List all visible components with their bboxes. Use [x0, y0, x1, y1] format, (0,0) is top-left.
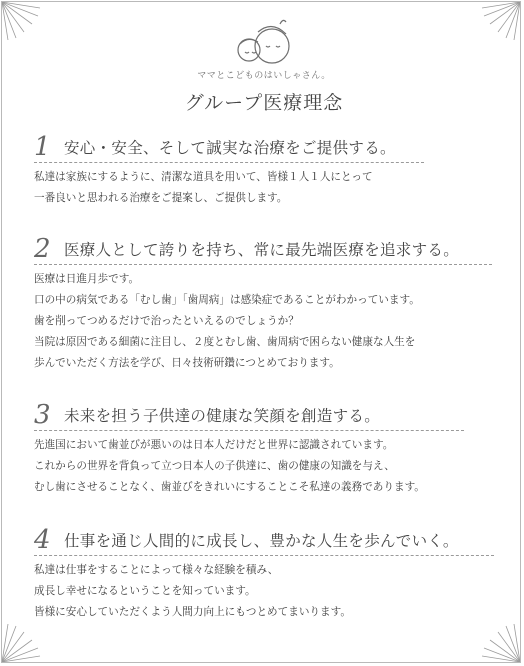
body-line: むし歯にさせることなく、歯並びをきれいにすることこそ私達の義務であります。	[34, 481, 425, 493]
section-heading-text: 医療人として誇りを持ち、常に最先端医療を追求する。	[64, 241, 460, 259]
section-number: 3	[34, 400, 51, 430]
section-body	[34, 167, 424, 209]
body-line: 私達は家族にするように、清潔な道具を用いて、皆様１人１人にとって	[34, 171, 373, 183]
section-heading-text: 未来を担う子供達の健康な笑顔を創造する。	[64, 407, 381, 425]
section-body	[34, 435, 464, 498]
body-line: これからの世界を背負って立つ日本人の子供達に、歯の健康の知識を与え、	[34, 460, 395, 472]
section-heading	[34, 234, 492, 265]
body-line: 当院は原因である細菌に注目し、２度とむし歯、歯周病で困らない健康な人生を	[34, 336, 416, 348]
logo-text: ママとこどものはいしゃさん。	[197, 71, 331, 81]
section-1	[34, 132, 424, 209]
section-heading	[34, 400, 464, 431]
body-line: 成長し幸せになるということを知っています。	[34, 585, 256, 597]
section-4	[34, 525, 494, 623]
section-number: 1	[34, 132, 51, 162]
section-number: 4	[34, 525, 51, 555]
body-line: 医療は日進月歩です。	[34, 273, 140, 285]
body-line: 一番良いと思われる治療をご提案し、ご提供します。	[34, 192, 288, 204]
body-line: 歯を削ってつめるだけで治ったといえるのでしょうか？	[34, 315, 299, 327]
section-heading-text: 仕事を通じ人間的に成長し、豊かな人生を歩んでいく。	[64, 532, 459, 550]
corner-rays-top-right	[460, 2, 520, 62]
body-line: 歩んでいただく方法を学び、日々技術研鑽につとめております。	[34, 357, 340, 369]
section-heading-text: 安心・安全、そして誠実な治療をご提供する。	[64, 139, 396, 157]
body-line: 私達は仕事をすることによって様々な経験を積み、	[34, 564, 279, 576]
body-line: 皆様に安心していただくよう人間力向上にもつとめてまいります。	[34, 606, 351, 618]
section-body	[34, 269, 492, 374]
corner-rays-top-left	[2, 2, 62, 62]
clinic-logo-icon	[228, 16, 298, 68]
body-line: 口の中の病気である「むし歯」「歯周病」は感染症であることがわかっています。	[34, 294, 420, 306]
page-title: グループ医療理念	[184, 92, 344, 114]
section-heading	[34, 525, 494, 556]
body-line: 先進国において歯並びが悪いのは日本人だけだと世界に認識されています。	[34, 439, 394, 451]
section-heading	[34, 132, 424, 163]
section-3	[34, 400, 464, 498]
section-2	[34, 234, 492, 374]
section-number: 2	[34, 234, 51, 264]
page-frame	[1, 1, 521, 663]
section-body	[34, 560, 494, 623]
